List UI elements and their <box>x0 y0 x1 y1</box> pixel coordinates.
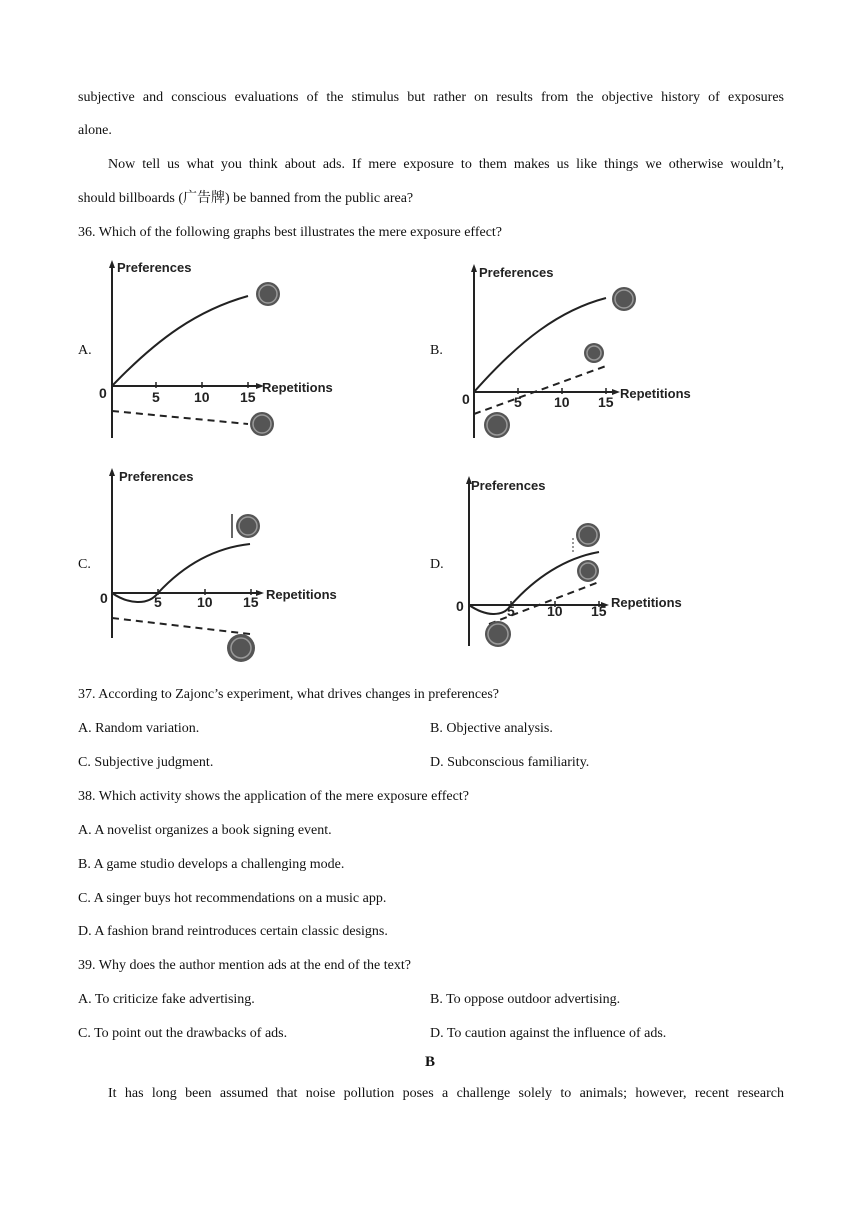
option-b: B. Objective analysis. <box>430 721 553 736</box>
option-b-label: B. <box>430 343 443 358</box>
option-d: D. Subconscious familiarity. <box>430 755 590 770</box>
tick-label: 15 <box>243 594 259 610</box>
tick-label: 5 <box>514 394 522 410</box>
option-b: B. To oppose outdoor advertising. <box>430 992 621 1007</box>
question-39-stem: 39. Why does the author mention ads at the end of the text? <box>78 958 411 973</box>
face-icon <box>484 412 510 438</box>
option-a: A. A novelist organizes a book signing event. <box>78 823 332 838</box>
passage-line: subjective and conscious evaluations of the stimulus but rather on results from the objective history of exposures <box>78 90 784 105</box>
graph-b <box>460 262 720 442</box>
option-d-label: D. <box>430 557 444 572</box>
x-axis-label: Repetitions <box>266 587 337 602</box>
y-axis-label: Preferences <box>119 469 194 484</box>
option-a-label: A. <box>78 343 92 358</box>
tick-label: 15 <box>598 394 614 410</box>
tick-label: 10 <box>194 389 210 405</box>
face-icon <box>584 343 604 363</box>
option-d: D. To caution against the influence of ads. <box>430 1026 667 1041</box>
tick-label: 10 <box>547 603 563 619</box>
option-d: D. A fashion brand reintroduces certain classic designs. <box>78 924 388 939</box>
option-c-label: C. <box>78 557 91 572</box>
option-a: A. Random variation. <box>78 721 200 736</box>
origin-label: 0 <box>456 598 464 614</box>
section-heading: B <box>424 1054 435 1070</box>
face-icon <box>227 634 255 662</box>
face-icon <box>485 621 511 647</box>
passage-line: alone. <box>78 123 112 138</box>
face-icon <box>256 282 280 306</box>
x-axis-label: Repetitions <box>611 595 682 610</box>
tick-label: 15 <box>591 603 607 619</box>
face-icon <box>250 412 274 436</box>
origin-label: 0 <box>99 385 107 401</box>
graph-c <box>98 466 358 666</box>
y-axis-label: Preferences <box>117 260 192 275</box>
face-icon <box>577 560 599 582</box>
tick-label: 5 <box>154 594 162 610</box>
option-c: C. Subjective judgment. <box>78 755 214 770</box>
x-axis-label: Repetitions <box>620 386 691 401</box>
x-axis-label: Repetitions <box>262 380 333 395</box>
graph-a <box>98 258 348 443</box>
passage-line: Now tell us what you think about ads. If mere exposure to them makes us like things we otherwise wouldn’t, <box>108 157 784 172</box>
tick-label: 15 <box>240 389 256 405</box>
y-axis-label: Preferences <box>471 478 546 493</box>
tick-label: 10 <box>554 394 570 410</box>
question-37-stem: 37. According to Zajonc’s experiment, what drives changes in preferences? <box>78 687 500 702</box>
tick-label: 10 <box>197 594 213 610</box>
tick-label: 5 <box>507 603 515 619</box>
question-36-stem: 36. Which of the following graphs best illustrates the mere exposure effect? <box>78 225 503 240</box>
option-c: C. A singer buys hot recommendations on a music app. <box>78 891 387 906</box>
graph-d <box>455 474 715 654</box>
question-38-stem: 38. Which activity shows the application of the mere exposure effect? <box>78 789 469 804</box>
origin-label: 0 <box>100 590 108 606</box>
face-icon <box>236 514 260 538</box>
option-a: A. To criticize fake advertising. <box>78 992 255 1007</box>
face-icon <box>612 287 636 311</box>
option-c: C. To point out the drawbacks of ads. <box>78 1026 288 1041</box>
passage-line: should billboards (广告牌) be banned from the public area? <box>78 191 414 206</box>
face-icon <box>576 523 600 547</box>
option-b: B. A game studio develops a challenging mode. <box>78 857 345 872</box>
passage-line: It has long been assumed that noise pollution poses a challenge solely to animals; however, recent research <box>108 1086 784 1101</box>
tick-label: 5 <box>152 389 160 405</box>
origin-label: 0 <box>462 391 470 407</box>
y-axis-label: Preferences <box>479 265 554 280</box>
